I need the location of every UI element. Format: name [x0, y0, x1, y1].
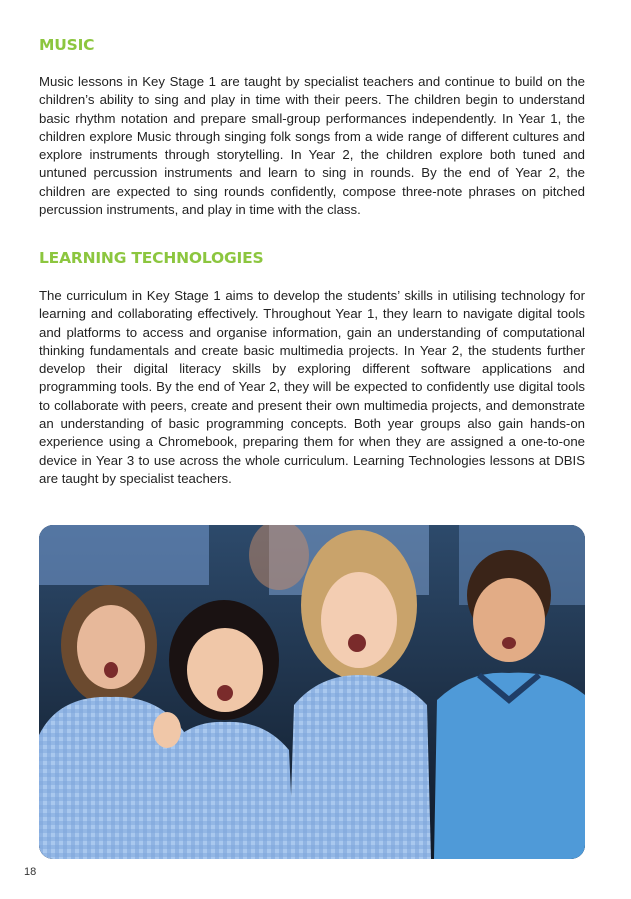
- page-number: 18: [24, 866, 37, 878]
- learning-technologies-paragraph: The curriculum in Key Stage 1 aims to develop the students’ skills in utilising technology for learning and collaborating effectively. Throughout Year 1, they learn to navigate digital tools and platforms to access and organise information, gain an understanding of computational thinking fundamentals and create basic multimedia projects. In Year 2, the students further develop their digital literacy skills by exploring different software applications and programming tools. By the end of Year 2, they will be expected to confidently use digital tools to collaborate with peers, create and present their own multimedia projects, and demonstrate an understanding of basic programming concepts. Both year groups also gain hands-on experience using a Chromebook, preparing them for when they are assigned a one-to-one device in Year 3 to use across the whole curriculum. Learning Technologies lessons at DBIS are taught by specialist teachers.: [39, 288, 585, 486]
- children-singing-photo: [39, 525, 585, 859]
- photo-illustration: [39, 525, 585, 859]
- child-blonde-girl: [289, 530, 431, 859]
- music-paragraph: Music lessons in Key Stage 1 are taught by specialist teachers and continue to build on the children’s ability to sing and play in time with their peers. The children begin to understand basic rhythm notation and prepare small-group performances independently. In Year 1, the children explore Music through singing folk songs from a wide range of different cultures and explore instruments through storytelling. In Year 2, the children explore both tuned and untuned percussion instruments and learn to sing in rounds. By the end of Year 2, the children are expected to sing rounds confidently, compose three-note phrases on pitched percussion instruments, and play in time with the class.: [39, 74, 585, 218]
- music-heading: MUSIC: [39, 36, 95, 54]
- learning-technologies-heading: LEARNING TECHNOLOGIES: [39, 249, 264, 267]
